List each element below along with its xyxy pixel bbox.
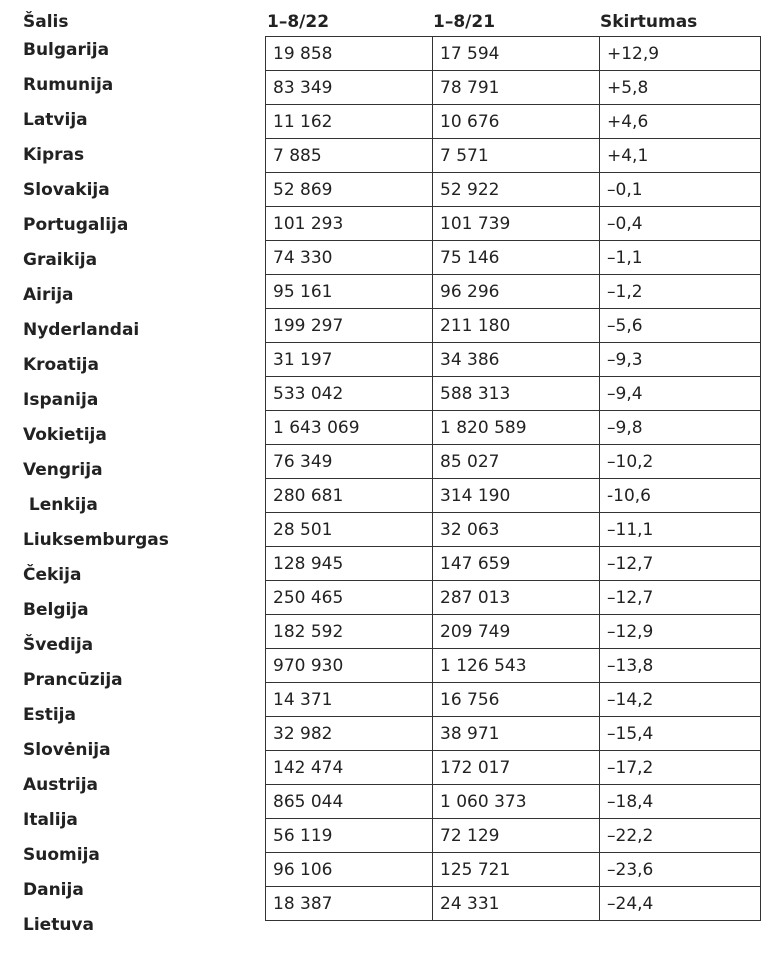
- country-list: [0, 36, 265, 946]
- country-name: Kroatija: [23, 355, 99, 375]
- country-name: Vengrija: [23, 460, 103, 480]
- value-2021-cell: 34 386: [433, 343, 600, 377]
- header-difference: Skirtumas: [600, 12, 698, 32]
- value-2021-cell: 72 129: [433, 819, 600, 853]
- value-2022-cell: 533 042: [266, 377, 433, 411]
- value-2021-cell: 17 594: [433, 37, 600, 71]
- value-2022-cell: 19 858: [266, 37, 433, 71]
- value-2021-cell: 211 180: [433, 309, 600, 343]
- value-2022-cell: 250 465: [266, 581, 433, 615]
- difference-cell: +5,8: [600, 71, 761, 105]
- table-header: [0, 10, 781, 36]
- table-row: [266, 615, 761, 649]
- country-name: Slovėnija: [23, 740, 111, 760]
- value-2021-cell: 125 721: [433, 853, 600, 887]
- country-name: Lenkija: [23, 495, 98, 515]
- difference-cell: –23,6: [600, 853, 761, 887]
- difference-cell: –1,1: [600, 241, 761, 275]
- value-2022-cell: 28 501: [266, 513, 433, 547]
- difference-cell: –1,2: [600, 275, 761, 309]
- difference-cell: –17,2: [600, 751, 761, 785]
- country-name: Čekija: [23, 565, 82, 585]
- difference-cell: +12,9: [600, 37, 761, 71]
- country-row: [0, 561, 265, 596]
- difference-cell: –10,2: [600, 445, 761, 479]
- value-2022-cell: 95 161: [266, 275, 433, 309]
- value-2022-cell: 128 945: [266, 547, 433, 581]
- value-2021-cell: 1 060 373: [433, 785, 600, 819]
- value-2021-cell: 16 756: [433, 683, 600, 717]
- country-name: Bulgarija: [23, 40, 110, 60]
- value-2022-cell: 182 592: [266, 615, 433, 649]
- country-row: [0, 106, 265, 141]
- table-row: [266, 105, 761, 139]
- country-row: [0, 281, 265, 316]
- table-row: [266, 479, 761, 513]
- value-2021-cell: 85 027: [433, 445, 600, 479]
- value-2021-cell: 314 190: [433, 479, 600, 513]
- value-2021-cell: 1 820 589: [433, 411, 600, 445]
- country-name: Ispanija: [23, 390, 99, 410]
- value-2022-cell: 1 643 069: [266, 411, 433, 445]
- country-row: [0, 36, 265, 71]
- difference-cell: –9,3: [600, 343, 761, 377]
- country-name: Austrija: [23, 775, 99, 795]
- country-name: Švedija: [23, 635, 94, 655]
- value-2022-cell: 96 106: [266, 853, 433, 887]
- country-name: Rumunija: [23, 75, 114, 95]
- value-2021-cell: 7 571: [433, 139, 600, 173]
- country-row: [0, 526, 265, 561]
- table-row: [266, 37, 761, 71]
- header-country: Šalis: [23, 12, 69, 32]
- difference-cell: –9,8: [600, 411, 761, 445]
- value-2021-cell: 24 331: [433, 887, 600, 921]
- table-row: [266, 173, 761, 207]
- country-row: [0, 71, 265, 106]
- value-2022-cell: 52 869: [266, 173, 433, 207]
- country-name: Estija: [23, 705, 76, 725]
- country-row: [0, 421, 265, 456]
- country-row: [0, 666, 265, 701]
- country-row: [0, 141, 265, 176]
- table-row: [266, 241, 761, 275]
- table-row: [266, 887, 761, 921]
- table-row: [266, 275, 761, 309]
- table-row: [266, 445, 761, 479]
- country-name: Slovakija: [23, 180, 110, 200]
- table-row: [266, 207, 761, 241]
- value-2022-cell: 31 197: [266, 343, 433, 377]
- difference-cell: –14,2: [600, 683, 761, 717]
- country-name: Portugalija: [23, 215, 129, 235]
- table-row: [266, 819, 761, 853]
- value-2021-cell: 588 313: [433, 377, 600, 411]
- table-row: [266, 71, 761, 105]
- country-row: [0, 351, 265, 386]
- country-name: Belgija: [23, 600, 89, 620]
- country-name: Prancūzija: [23, 670, 123, 690]
- value-2021-cell: 38 971: [433, 717, 600, 751]
- value-2022-cell: 32 982: [266, 717, 433, 751]
- value-2021-cell: 147 659: [433, 547, 600, 581]
- country-name: Nyderlandai: [23, 320, 140, 340]
- value-2022-cell: 970 930: [266, 649, 433, 683]
- country-name: Vokietija: [23, 425, 107, 445]
- country-name: Danija: [23, 880, 84, 900]
- value-2022-cell: 18 387: [266, 887, 433, 921]
- value-2022-cell: 74 330: [266, 241, 433, 275]
- table-row: [266, 649, 761, 683]
- table-row: [266, 309, 761, 343]
- value-2022-cell: 199 297: [266, 309, 433, 343]
- value-2021-cell: 1 126 543: [433, 649, 600, 683]
- value-2021-cell: 96 296: [433, 275, 600, 309]
- value-2022-cell: 14 371: [266, 683, 433, 717]
- difference-cell: –18,4: [600, 785, 761, 819]
- country-row: [0, 491, 265, 526]
- table-row: [266, 581, 761, 615]
- table-row: [266, 139, 761, 173]
- value-2022-cell: 7 885: [266, 139, 433, 173]
- value-2022-cell: 83 349: [266, 71, 433, 105]
- table-row: [266, 377, 761, 411]
- difference-cell: –12,7: [600, 547, 761, 581]
- table-row: [266, 411, 761, 445]
- table-row: [266, 853, 761, 887]
- country-name: Liuksemburgas: [23, 530, 169, 550]
- difference-cell: –15,4: [600, 717, 761, 751]
- country-row: [0, 841, 265, 876]
- table-row: [266, 785, 761, 819]
- value-2021-cell: 78 791: [433, 71, 600, 105]
- value-2022-cell: 56 119: [266, 819, 433, 853]
- value-2021-cell: 52 922: [433, 173, 600, 207]
- table-row: [266, 683, 761, 717]
- data-table-body: [266, 37, 761, 921]
- value-2022-cell: 11 162: [266, 105, 433, 139]
- country-row: [0, 246, 265, 281]
- difference-cell: –22,2: [600, 819, 761, 853]
- difference-cell: –5,6: [600, 309, 761, 343]
- value-2022-cell: 865 044: [266, 785, 433, 819]
- difference-cell: –9,4: [600, 377, 761, 411]
- value-2022-cell: 280 681: [266, 479, 433, 513]
- country-row: [0, 736, 265, 771]
- country-row: [0, 876, 265, 911]
- country-name: Graikija: [23, 250, 98, 270]
- difference-cell: +4,6: [600, 105, 761, 139]
- value-2021-cell: 10 676: [433, 105, 600, 139]
- country-name: Italija: [23, 810, 78, 830]
- value-2021-cell: 172 017: [433, 751, 600, 785]
- difference-cell: –13,8: [600, 649, 761, 683]
- country-row: [0, 701, 265, 736]
- country-name: Latvija: [23, 110, 88, 130]
- country-row: [0, 596, 265, 631]
- difference-cell: –0,4: [600, 207, 761, 241]
- country-row: [0, 386, 265, 421]
- table-row: [266, 513, 761, 547]
- country-row: [0, 631, 265, 666]
- header-2022: 1–8/22: [267, 12, 330, 32]
- country-name: Kipras: [23, 145, 85, 165]
- difference-cell: –24,4: [600, 887, 761, 921]
- table-row: [266, 547, 761, 581]
- country-row: [0, 176, 265, 211]
- value-2022-cell: 142 474: [266, 751, 433, 785]
- value-2021-cell: 32 063: [433, 513, 600, 547]
- country-row: [0, 911, 265, 946]
- difference-cell: –12,9: [600, 615, 761, 649]
- difference-cell: –0,1: [600, 173, 761, 207]
- value-2022-cell: 101 293: [266, 207, 433, 241]
- value-2021-cell: 287 013: [433, 581, 600, 615]
- country-row: [0, 211, 265, 246]
- data-table: [265, 36, 761, 921]
- value-2021-cell: 75 146: [433, 241, 600, 275]
- country-row: [0, 456, 265, 491]
- value-2021-cell: 209 749: [433, 615, 600, 649]
- country-name: Suomija: [23, 845, 100, 865]
- country-name: Lietuva: [23, 915, 94, 935]
- header-2021: 1–8/21: [433, 12, 496, 32]
- country-name: Airija: [23, 285, 74, 305]
- value-2022-cell: 76 349: [266, 445, 433, 479]
- difference-cell: +4,1: [600, 139, 761, 173]
- country-row: [0, 771, 265, 806]
- country-row: [0, 806, 265, 841]
- country-row: [0, 316, 265, 351]
- difference-cell: –11,1: [600, 513, 761, 547]
- difference-cell: -10,6: [600, 479, 761, 513]
- table-row: [266, 717, 761, 751]
- table-row: [266, 751, 761, 785]
- difference-cell: –12,7: [600, 581, 761, 615]
- table-row: [266, 343, 761, 377]
- value-2021-cell: 101 739: [433, 207, 600, 241]
